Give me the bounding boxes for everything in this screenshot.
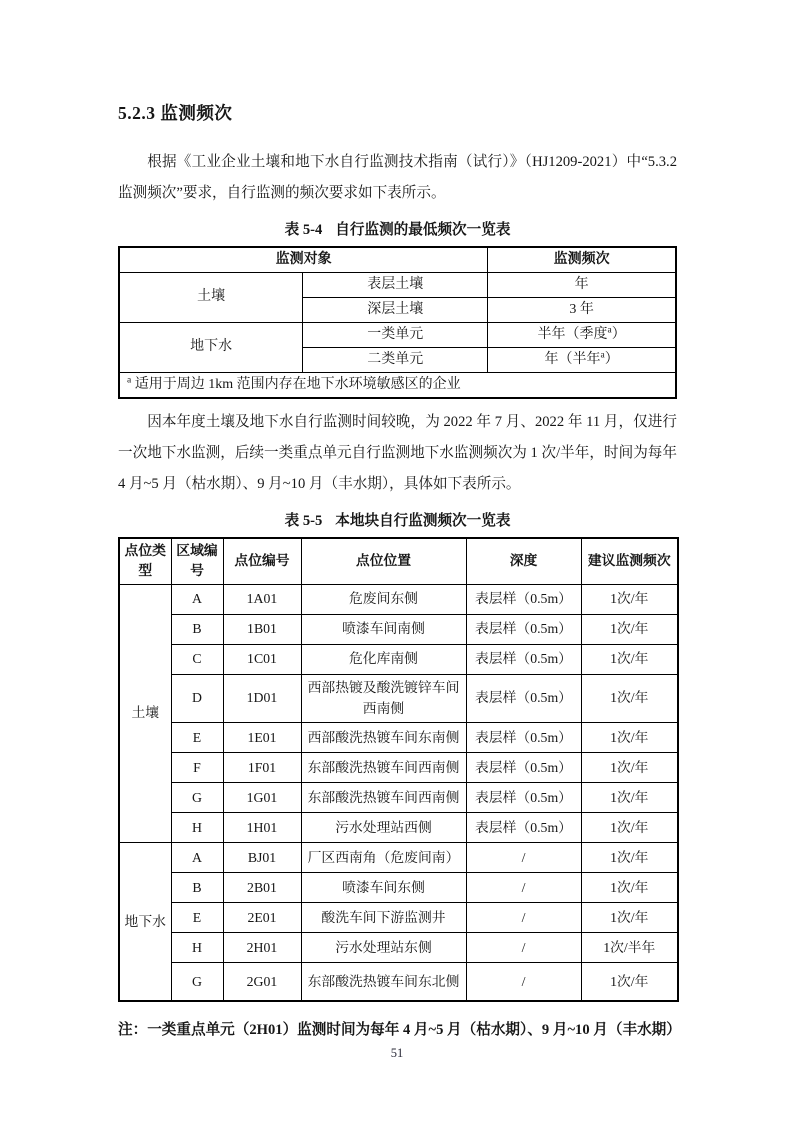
table-5-4-footnote <box>119 372 676 398</box>
table-note: 注：一类重点单元（2H01）监测时间为每年 4 月~5 月（枯水期）、9 月~10 月（丰水期） <box>118 1022 681 1039</box>
cell-area: B <box>171 615 223 645</box>
table-5-4-caption-label: 表 5-4 <box>284 221 323 238</box>
table-row <box>119 783 678 813</box>
cell-frequency <box>488 347 676 372</box>
cell-location: 污水处理站东侧 <box>301 933 466 963</box>
cell-depth: / <box>466 963 581 1002</box>
cell-depth: 表层样（0.5m） <box>466 585 581 615</box>
table-5-4-header-frequency: 监测频次 <box>488 247 676 273</box>
table-5-5-caption <box>118 509 677 530</box>
cell-location: 东部酸洗热镀车间西南侧 <box>301 783 466 813</box>
table-5-4-header-row <box>119 247 676 273</box>
cell-point: 1A01 <box>223 585 301 615</box>
table-row <box>119 933 678 963</box>
cell-location: 危化库南侧 <box>301 645 466 675</box>
cell-location: 西部酸洗热镀车间东南侧 <box>301 723 466 753</box>
cell-area: E <box>171 723 223 753</box>
cell-depth: 表层样（0.5m） <box>466 783 581 813</box>
cell-frequency: 1次/年 <box>581 783 678 813</box>
table-row <box>119 873 678 903</box>
cell-location: 厂区西南角（危废间南） <box>301 843 466 873</box>
cell-frequency: 1次/年 <box>581 585 678 615</box>
cell-area: D <box>171 675 223 723</box>
cell-depth: 表层样（0.5m） <box>466 813 581 843</box>
table-row <box>119 813 678 843</box>
cell-area: G <box>171 963 223 1002</box>
cell-subtype: 一类单元 <box>303 322 488 347</box>
header-area-code: 区域编号 <box>171 538 223 585</box>
frequency-text: 半年（季度 <box>537 326 608 342</box>
header-point-location: 点位位置 <box>301 538 466 585</box>
cell-group-groundwater: 地下水 <box>119 322 303 372</box>
cell-type-soil: 土壤 <box>119 585 171 843</box>
cell-area: H <box>171 813 223 843</box>
table-row <box>119 645 678 675</box>
cell-area: A <box>171 843 223 873</box>
table-row <box>119 753 678 783</box>
cell-frequency: 1次/年 <box>581 615 678 645</box>
cell-area: B <box>171 873 223 903</box>
table-5-4-caption <box>118 218 677 239</box>
cell-frequency: 1次/年 <box>581 963 678 1002</box>
table-row <box>119 723 678 753</box>
frequency-text-close: ） <box>611 326 626 342</box>
header-point-type: 点位类型 <box>119 538 171 585</box>
cell-point: 1F01 <box>223 753 301 783</box>
footnote-marker: a <box>600 350 605 361</box>
cell-frequency: 1次/年 <box>581 813 678 843</box>
cell-group-soil: 土壤 <box>119 272 303 322</box>
table-footnote-row <box>119 372 676 398</box>
cell-frequency: 1次/半年 <box>581 933 678 963</box>
cell-depth: / <box>466 933 581 963</box>
cell-frequency: 1次/年 <box>581 675 678 723</box>
cell-frequency: 1次/年 <box>581 753 678 783</box>
footnote-marker: a <box>607 325 612 336</box>
cell-location: 东部酸洗热镀车间西南侧 <box>301 753 466 783</box>
cell-area: E <box>171 903 223 933</box>
cell-location: 西部热镀及酸洗镀锌车间西南侧 <box>301 675 466 723</box>
cell-subtype: 二类单元 <box>303 347 488 372</box>
cell-frequency: 1次/年 <box>581 843 678 873</box>
cell-depth: 表层样（0.5m） <box>466 723 581 753</box>
table-5-5-caption-title: 本地块自行监测频次一览表 <box>335 512 511 529</box>
cell-depth: / <box>466 843 581 873</box>
cell-location: 污水处理站西侧 <box>301 813 466 843</box>
footnote-text: 适用于周边 1km 范围内存在地下水环境敏感区的企业 <box>134 376 461 392</box>
table-row <box>119 322 676 347</box>
cell-depth: / <box>466 903 581 933</box>
table-5-5-header-row <box>119 538 678 585</box>
table-5-4-header-object: 监测对象 <box>119 247 488 273</box>
header-point-code: 点位编号 <box>223 538 301 585</box>
cell-frequency: 1次/年 <box>581 873 678 903</box>
cell-point: 1E01 <box>223 723 301 753</box>
frequency-text-close: ） <box>604 351 619 367</box>
cell-point: 2B01 <box>223 873 301 903</box>
cell-area: A <box>171 585 223 615</box>
header-depth: 深度 <box>466 538 581 585</box>
section-heading: 5.2.3 监测频次 <box>118 103 233 123</box>
cell-frequency: 1次/年 <box>581 723 678 753</box>
cell-point: 1D01 <box>223 675 301 723</box>
header-suggested-frequency: 建议监测频次 <box>581 538 678 585</box>
cell-location: 东部酸洗热镀车间东北侧 <box>301 963 466 1002</box>
cell-frequency: 1次/年 <box>581 903 678 933</box>
cell-depth: 表层样（0.5m） <box>466 615 581 645</box>
cell-point: 1G01 <box>223 783 301 813</box>
table-5-4 <box>118 246 677 399</box>
cell-location: 酸洗车间下游监测井 <box>301 903 466 933</box>
cell-area: G <box>171 783 223 813</box>
table-5-5-caption-label: 表 5-5 <box>284 512 323 529</box>
cell-depth: / <box>466 873 581 903</box>
table-5-4-caption-title: 自行监测的最低频次一览表 <box>335 221 511 238</box>
cell-subtype: 深层土壤 <box>303 297 488 322</box>
cell-frequency <box>488 297 676 322</box>
cell-type-groundwater: 地下水 <box>119 843 171 1002</box>
cell-location: 危废间东侧 <box>301 585 466 615</box>
table-row <box>119 843 678 873</box>
cell-point: 1B01 <box>223 615 301 645</box>
cell-area: C <box>171 645 223 675</box>
cell-point: 2G01 <box>223 963 301 1002</box>
cell-frequency <box>488 272 676 297</box>
cell-frequency: 1次/年 <box>581 645 678 675</box>
cell-area: H <box>171 933 223 963</box>
table-row <box>119 675 678 723</box>
cell-point: 2E01 <box>223 903 301 933</box>
paragraph-intro: 根据《工业企业土壤和地下水自行监测技术指南（试行）》（HJ1209-2021）中“5.3.2 监测频次”要求，自行监测的频次要求如下表所示。 <box>118 154 677 201</box>
cell-location: 喷漆车间东侧 <box>301 873 466 903</box>
paragraph-schedule: 因本年度土壤及地下水自行监测时间较晚，为 2022 年 7 月、2022 年 11 月，仅进行一次地下水监测，后续一类重点单元自行监测地下水监测频次为 1 次/半年，时间为每年 4 月~5 月（枯水期）、9 月~10 月（丰水期），具体如下表所示。 <box>118 413 677 492</box>
table-row <box>119 963 678 1002</box>
frequency-text: 3 年 <box>569 301 594 317</box>
table-row <box>119 272 676 297</box>
table-row <box>119 585 678 615</box>
cell-location: 喷漆车间南侧 <box>301 615 466 645</box>
cell-depth: 表层样（0.5m） <box>466 645 581 675</box>
cell-point: 2H01 <box>223 933 301 963</box>
cell-frequency <box>488 322 676 347</box>
cell-point: 1C01 <box>223 645 301 675</box>
table-row <box>119 903 678 933</box>
cell-depth: 表层样（0.5m） <box>466 675 581 723</box>
page-number: 51 <box>390 1046 404 1060</box>
frequency-text: 年 <box>574 276 589 292</box>
table-row <box>119 615 678 645</box>
frequency-text: 年（半年 <box>544 351 601 367</box>
table-5-5 <box>118 537 679 1003</box>
cell-depth: 表层样（0.5m） <box>466 753 581 783</box>
footnote-marker: a <box>127 375 132 386</box>
cell-point: BJ01 <box>223 843 301 873</box>
cell-subtype: 表层土壤 <box>303 272 488 297</box>
cell-point: 1H01 <box>223 813 301 843</box>
cell-area: F <box>171 753 223 783</box>
